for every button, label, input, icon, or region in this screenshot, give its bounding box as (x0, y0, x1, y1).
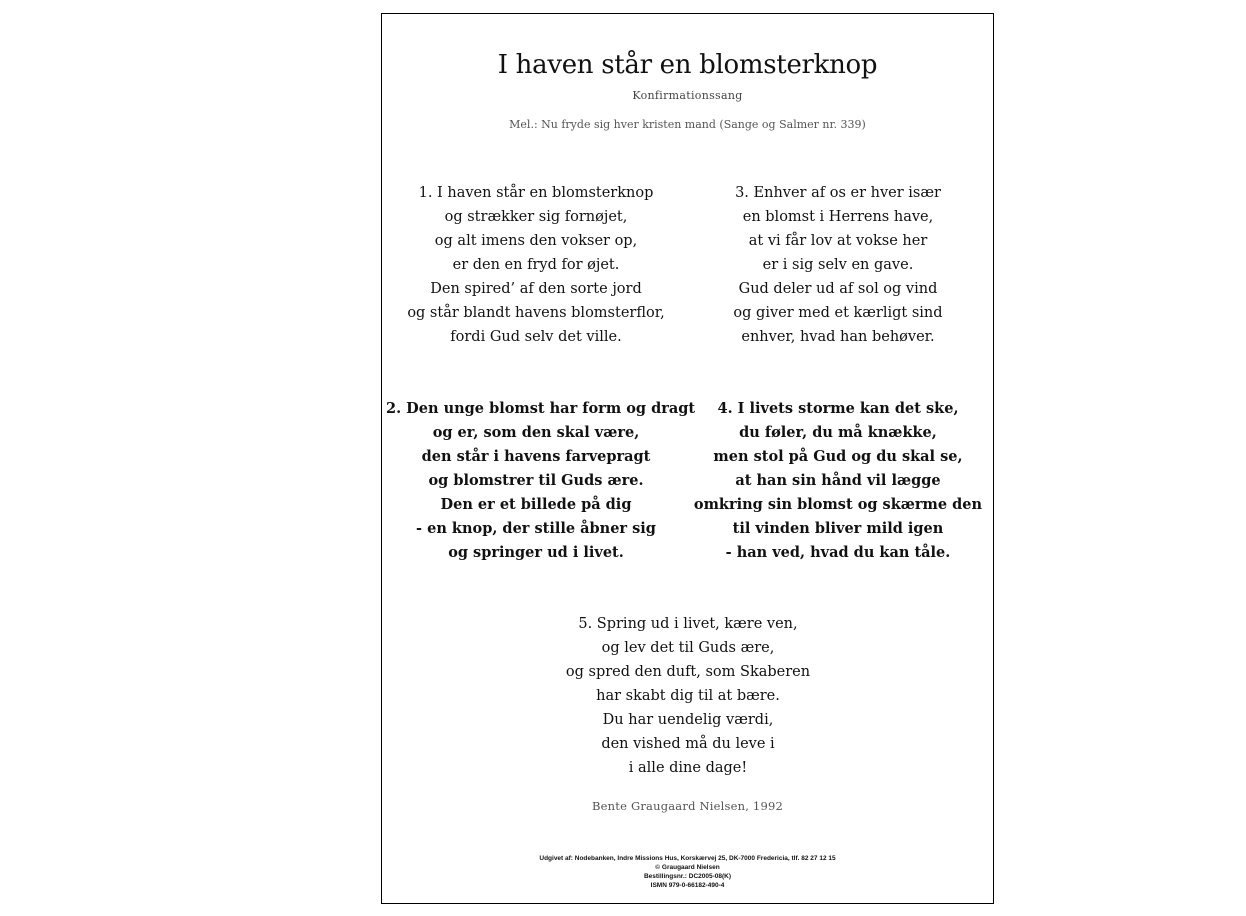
verse-line: en blomst i Herrens have, (742, 209, 934, 225)
verse-line: og lev det til Guds ære, (601, 640, 775, 656)
verse-line: 2. Den unge blomst har form og dragt (386, 400, 696, 417)
author-credit: Bente Graugaard Nielsen, 1992 (592, 799, 783, 813)
melody-note: Mel.: Nu fryde sig hver kristen mand (Sange og Salmer nr. 339) (509, 118, 866, 131)
verse-line: og er, som den skal være, (432, 424, 640, 441)
verse-line: Gud deler ud af sol og vind (738, 281, 938, 297)
verse-2 (386, 397, 696, 565)
verse-line: at han sin hånd vil lægge (735, 472, 941, 489)
verse-line: og spred den duft, som Skaberen (565, 664, 811, 680)
verse-5 (538, 612, 838, 780)
verse-line: den vished må du leve i (601, 736, 775, 752)
verse-line: er den en fryd for øjet. (452, 257, 620, 273)
publisher-footer (382, 854, 993, 890)
verse-line: den står i havens farvepragt (421, 448, 651, 465)
verse-line: Den spired’ af den sorte jord (430, 281, 642, 297)
song-subtitle: Konfirmationssang (632, 89, 743, 102)
publisher-line: Udgivet af: Nodebanken, Indre Missions Hus, Korskærvej 25, DK-7000 Fredericia, tlf. 82 27 12 15 (539, 855, 836, 862)
song-sheet-page (381, 13, 994, 904)
verse-line: 1. I haven står en blomsterknop (418, 185, 654, 201)
verse-line: - han ved, hvad du kan tåle. (725, 544, 951, 561)
verse-line: enhver, hvad han behøver. (741, 329, 935, 345)
verse-line: du føler, du må knække, (739, 424, 937, 441)
verse-line: er i sig selv en gave. (762, 257, 914, 273)
verse-line: 5. Spring ud i livet, kære ven, (578, 616, 798, 632)
verse-line: omkring sin blomst og skærme den (693, 496, 983, 513)
verse-4 (688, 397, 988, 565)
verse-line: men stol på Gud og du skal se, (713, 448, 963, 465)
verse-line: og strækker sig fornøjet, (444, 209, 628, 225)
verse-line: og blomstrer til Guds ære. (428, 472, 644, 489)
copyright-line: © Graugaard Nielsen (655, 864, 720, 871)
verse-line: - en knop, der stille åbner sig (416, 520, 656, 537)
verse-line: at vi får lov at vokse her (748, 233, 928, 249)
verse-line: og alt imens den vokser op, (434, 233, 638, 249)
verse-line: 3. Enhver af os er hver især (735, 185, 941, 201)
verse-line: 4. I livets storme kan det ske, (717, 400, 959, 417)
order-number: Bestillingsnr.: DC2005-08(K) (643, 873, 732, 880)
verse-1 (386, 181, 686, 349)
verse-line: og står blandt havens blomsterflor, (407, 305, 665, 321)
verse-3 (688, 181, 988, 349)
verse-line: har skabt dig til at bære. (596, 688, 780, 704)
ismn-number: ISMN 979-0-66182-490-4 (650, 882, 725, 889)
verse-line: fordi Gud selv det ville. (450, 329, 622, 345)
verse-line: i alle dine dage! (628, 760, 748, 776)
verse-line: Den er et billede på dig (440, 496, 632, 513)
song-title: I haven står en blomsterknop (497, 50, 878, 80)
verse-line: og giver med et kærligt sind (733, 305, 943, 321)
verse-line: til vinden bliver mild igen (732, 520, 944, 537)
verse-line: og springer ud i livet. (448, 544, 624, 561)
verse-line: Du har uendelig værdi, (602, 712, 774, 728)
